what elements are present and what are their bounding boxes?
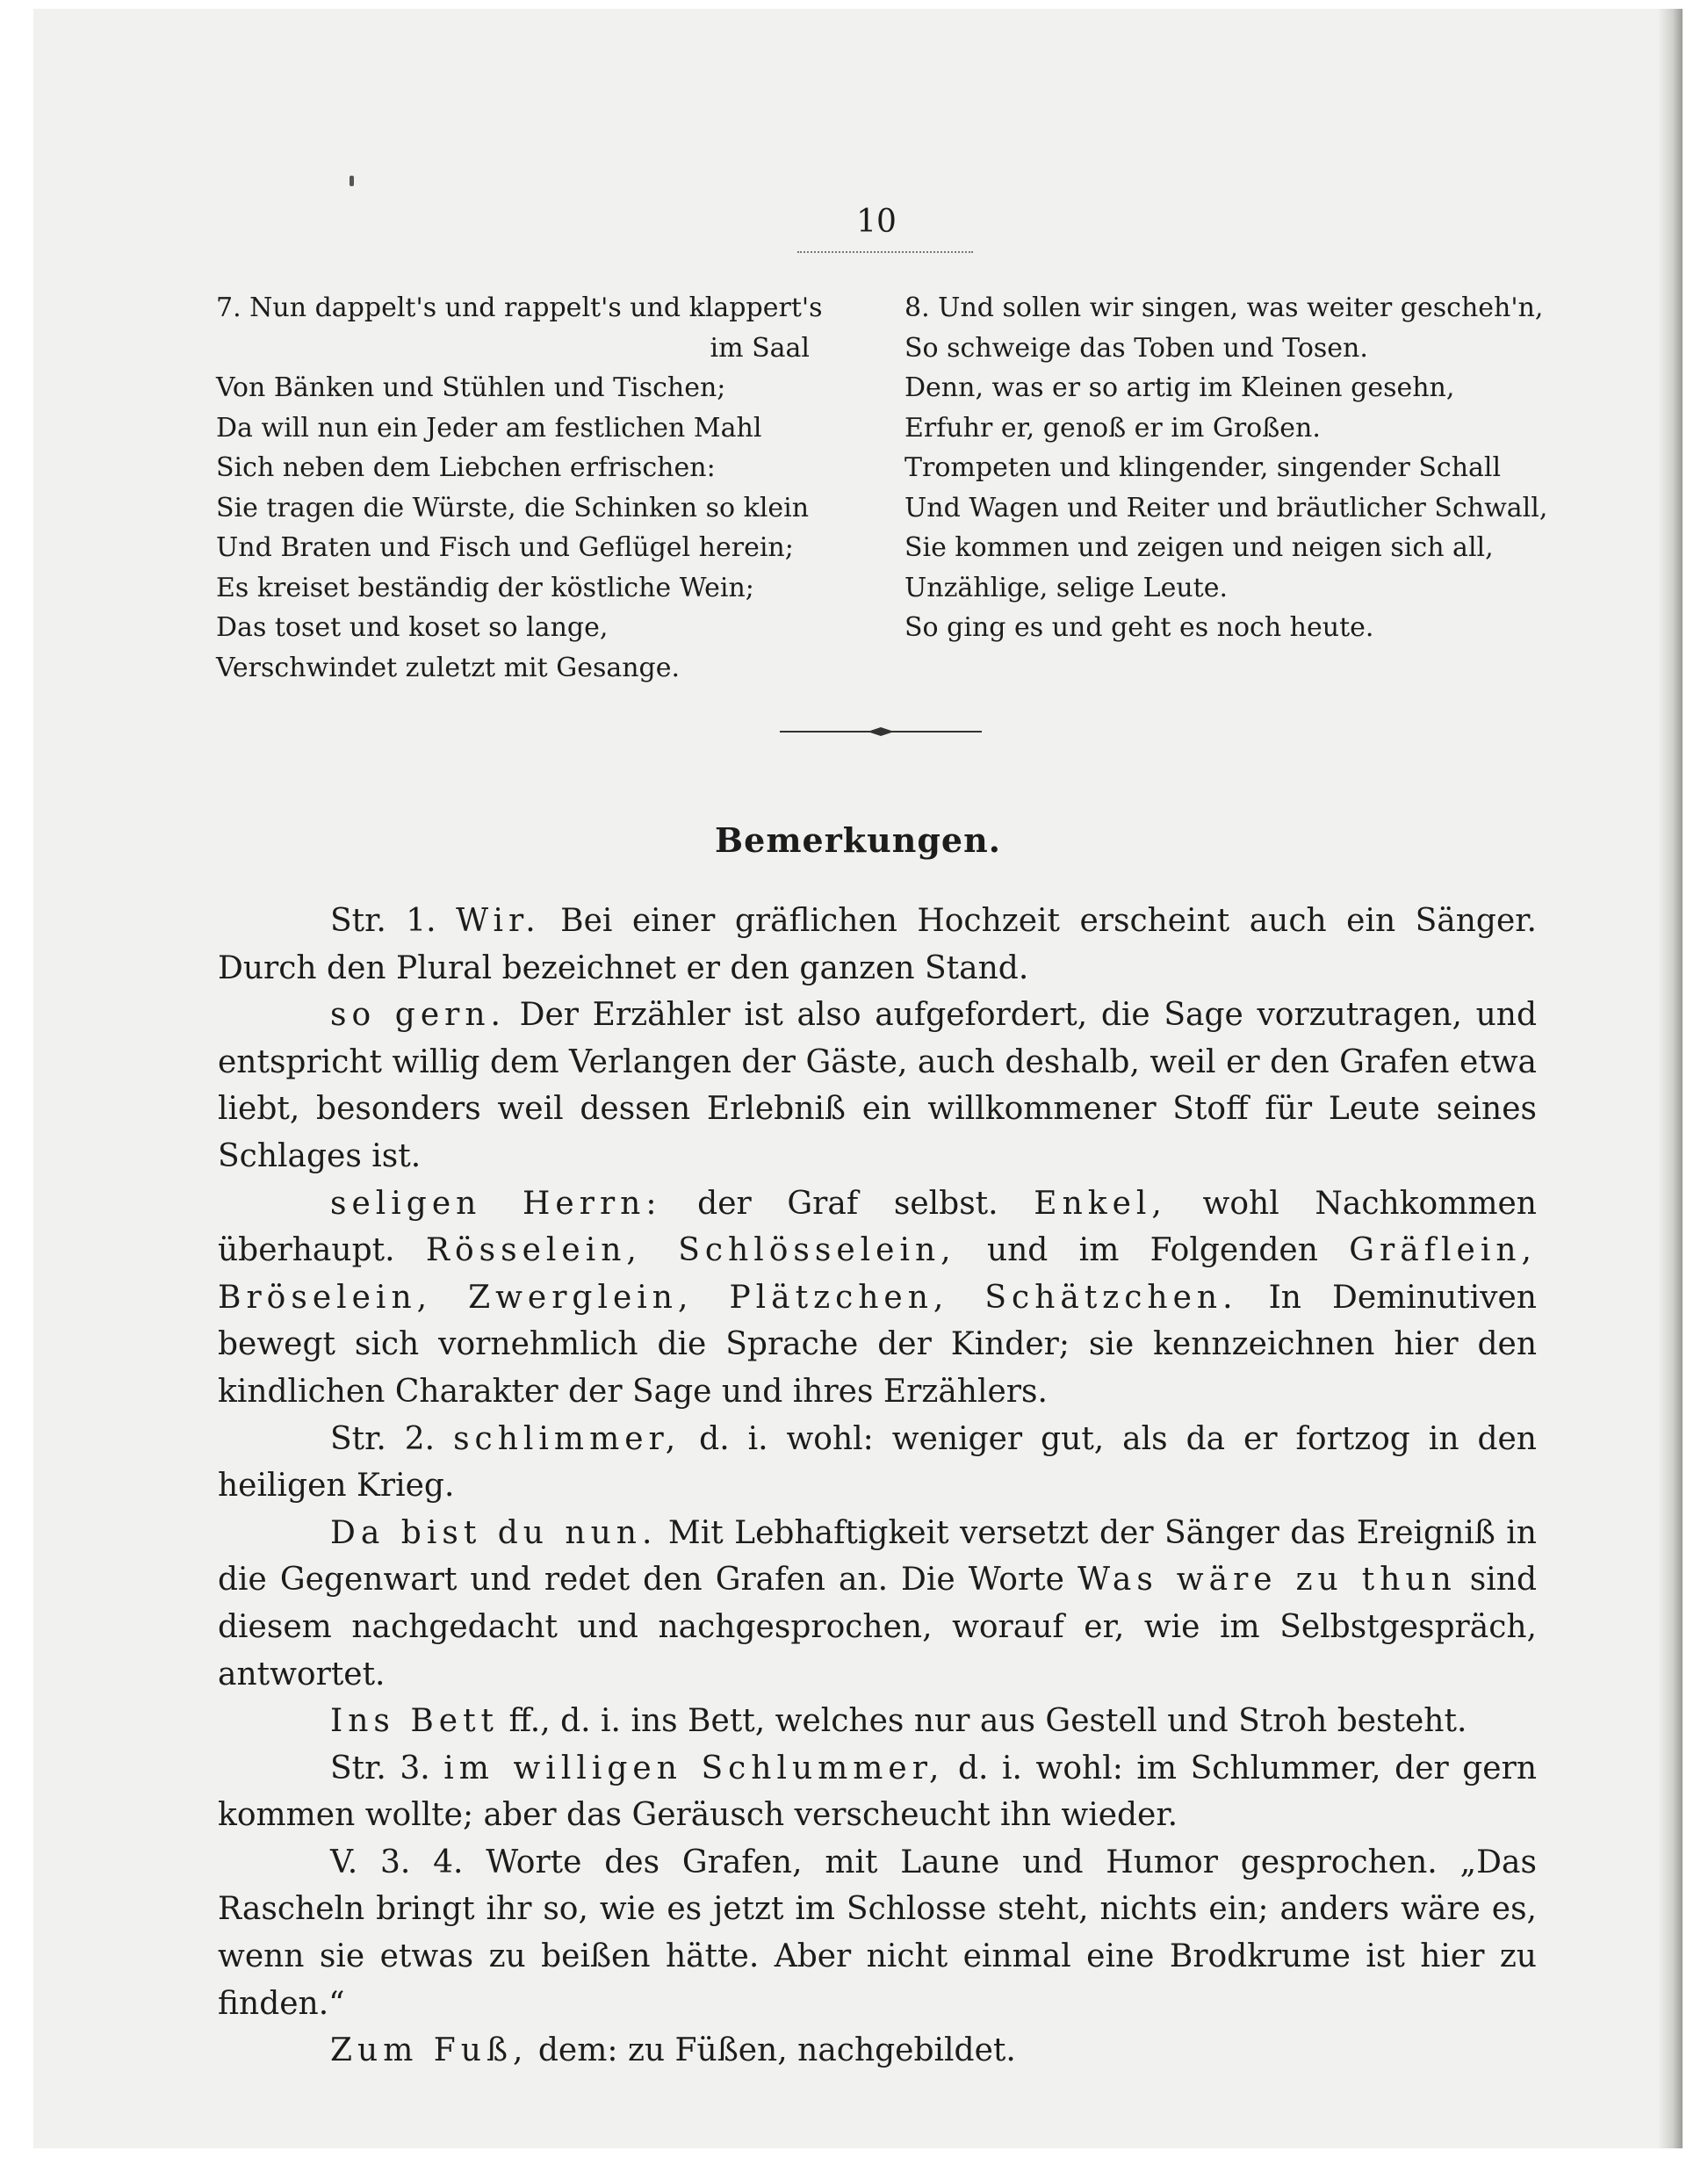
section-divider-ornament <box>780 725 982 738</box>
note-text: d. i. wohl: im Schlummer, der gern kommen wollte; aber das Geräusch verscheucht ihn wieder. <box>218 1750 1537 1834</box>
poem-line: Da will nun ein Jeder am festlichen Mahl <box>216 412 762 444</box>
note-text: ff., d. i. ins Bett, welches nur aus Gestell und Stroh besteht. <box>508 1703 1467 1740</box>
note-ref: Str. 3. <box>330 1750 430 1786</box>
poem-line: Unzählige, selige Leute. <box>904 572 1229 603</box>
lemma: Zum Fuß, <box>330 2032 529 2069</box>
note-paragraph <box>218 1745 1537 1839</box>
lemma: Rösselein, Schlösselein, <box>425 1232 956 1269</box>
section-heading: Bemerkungen. <box>715 820 1001 860</box>
poem-line: Sich neben dem Liebchen erfrischen: <box>216 452 716 483</box>
lemma: seligen Herrn: <box>330 1185 662 1222</box>
book-page <box>33 9 1683 2148</box>
note-paragraph <box>218 1839 1537 2027</box>
note-text: dem: zu Füßen, nachgebildet. <box>537 2032 1016 2069</box>
poem-line: Und Braten und Fisch und Geflügel herein; <box>216 532 794 563</box>
note-text: der Graf selbst. <box>697 1185 998 1222</box>
page-spine-shadow <box>1658 9 1683 2148</box>
lemma: Enkel, <box>1034 1185 1167 1222</box>
lemma: Was wäre zu thun <box>1077 1562 1457 1599</box>
note-ref: V. 3. 4. <box>330 1844 464 1880</box>
note-text: Worte des Grafen, mit Laune und Humor gesprochen. „Das Rascheln bringt ihr so, wie es jetzt im Schlosse steht, nichts ein; anders wäre es, wenn sie etwas zu beißen hätte. Aber nicht einmal eine Brodkrume ist hier zu finden.“ <box>218 1844 1537 2022</box>
lemma: Da bist du nun. <box>330 1514 658 1551</box>
note-paragraph <box>218 1510 1537 1698</box>
note-paragraph <box>218 2027 1537 2075</box>
note-ref: Str. 2. <box>330 1420 436 1457</box>
ink-speck <box>350 176 354 186</box>
note-paragraph <box>218 898 1537 992</box>
poem-line: 7. Nun dappelt's und rappelt's und klappert's <box>216 292 823 323</box>
lemma: schlimmer, <box>453 1420 681 1457</box>
note-text: sind diesem nachgedacht und nachgesprochen, worauf er, wie im Selbstgespräch, antwortet. <box>218 1562 1538 1692</box>
note-paragraph <box>218 992 1537 1180</box>
note-paragraph <box>218 1698 1537 1745</box>
header-dotted-rule <box>797 251 973 253</box>
poem-line: Denn, was er so artig im Kleinen gesehn, <box>904 372 1455 403</box>
note-text: Mit Lebhaftigkeit versetzt der Sänger das Ereigniß in die Gegenwart und redet den Grafen an. Die Worte <box>218 1514 1537 1599</box>
note-text: d. i. wohl: weniger gut, als da er fortzog in den heiligen Krieg. <box>218 1420 1537 1505</box>
lemma: Wir. <box>456 903 541 939</box>
poem-line: im Saal <box>710 332 810 364</box>
poem-line: Es kreiset beständig der köstliche Wein; <box>216 572 754 603</box>
notes-body <box>218 898 1537 2075</box>
note-paragraph <box>218 1180 1537 1416</box>
note-paragraph <box>218 1416 1537 1510</box>
note-text: und im Folgenden <box>986 1232 1318 1269</box>
poem-stanza-7 <box>216 288 822 688</box>
lemma: im willigen Schlummer, <box>443 1750 945 1786</box>
note-text: In Deminutiven bewegt sich vornehmlich die Sprache der Kinder; sie kennzeichnen hier den kindlichen Charakter der Sage und ihres Erzählers. <box>218 1279 1537 1410</box>
poem-stanza-8 <box>904 288 1554 648</box>
note-text: wohl Nachkommen überhaupt. <box>218 1185 1537 1269</box>
poem-line: So schweige das Toben und Tosen. <box>904 332 1368 364</box>
lemma: so gern. <box>330 997 506 1034</box>
lemma: Ins Bett <box>330 1703 500 1740</box>
note-text: Der Erzähler ist also aufgefordert, die Sage vorzutragen, und entspricht willig dem Verlangen der Gäste, auch deshalb, weil er den Grafen etwa liebt, besonders weil dessen Erlebniß ein willkommener Stoff für Leute seines Schlages ist. <box>218 997 1537 1174</box>
poem-line: Trompeten und klingender, singender Schall <box>904 452 1502 483</box>
poem-line: Und Wagen und Reiter und bräutlicher Schwall, <box>904 492 1548 523</box>
poem-line: Verschwindet zuletzt mit Gesange. <box>216 652 681 683</box>
poem-line: So ging es und geht es noch heute. <box>904 612 1374 643</box>
note-ref: Str. 1. <box>330 903 436 939</box>
page-number: 10 <box>856 204 897 240</box>
poem-line: Das toset und koset so lange, <box>216 612 609 643</box>
poem-line: Sie kommen und zeigen und neigen sich all, <box>904 532 1494 563</box>
poem-line: Erfuhr er, genoß er im Großen. <box>904 412 1321 444</box>
poem-line: 8. Und sollen wir singen, was weiter gescheh'n, <box>904 292 1544 323</box>
lemma: Gräflein, Bröselein, Zwerglein, Plätzchen, Schätzchen. <box>218 1232 1537 1316</box>
poem-line: Von Bänken und Stühlen und Tischen; <box>216 372 726 403</box>
note-text: Bei einer gräflichen Hochzeit erscheint auch ein Sänger. Durch den Plural bezeichnet er den ganzen Stand. <box>218 903 1537 986</box>
poem-line: Sie tragen die Würste, die Schinken so klein <box>216 492 810 523</box>
